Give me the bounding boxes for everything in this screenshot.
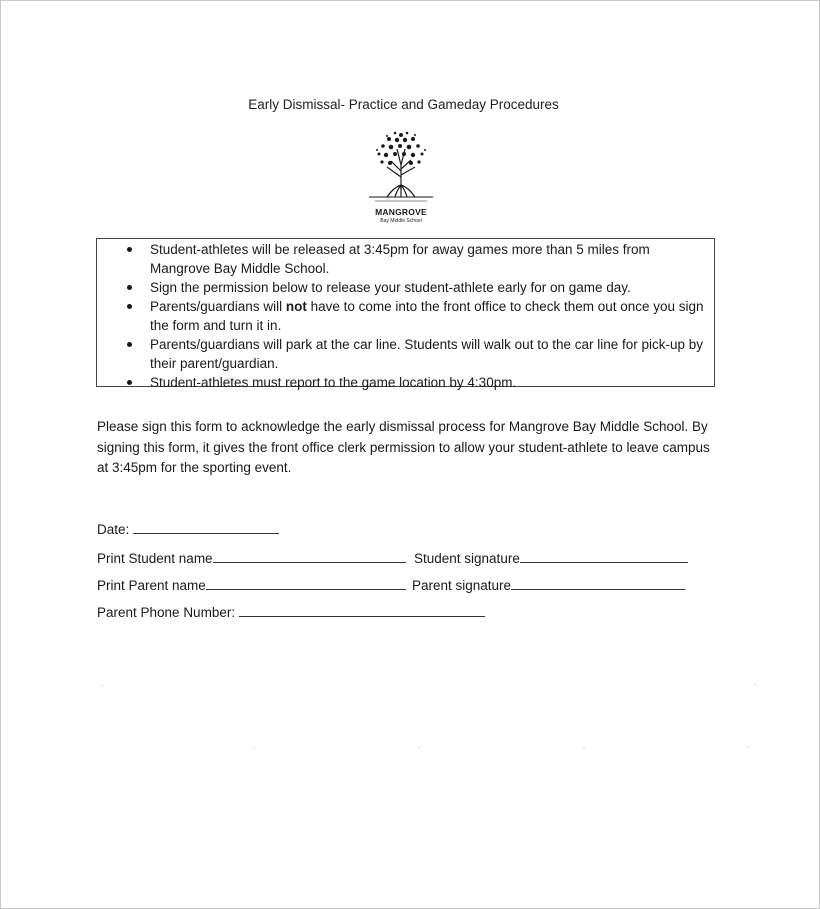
student-signature-line[interactable] [520,549,688,563]
bullet-icon [127,380,132,385]
student-name-line[interactable] [213,549,406,563]
date-field[interactable] [97,520,279,537]
list-item: Student-athletes must report to the game location by 4:30pm. [97,373,714,392]
bullet-icon [127,247,132,252]
list-item: Parents/guardians will not have to come into the front office to check them out once you sign the form and turn it in. [97,297,714,335]
parent-phone-line[interactable] [239,603,485,617]
parent-signature-label: Parent signature [412,578,512,593]
school-logo [367,127,435,227]
parent-phone-field[interactable] [97,603,485,620]
mangrove-tree-icon [367,127,435,207]
list-item: Student-athletes will be released at 3:45pm for away games more than 5 miles from Mangrove Bay Middle School. [97,240,714,278]
list-item: Parents/guardians will park at the car line. Students will walk out to the car line for pick-up by their parent/guardian. [97,335,714,373]
student-signature-field[interactable] [414,549,688,566]
parent-signature-field[interactable] [412,576,685,593]
logo-subtitle: Bay Middle School [380,218,422,224]
logo-name: MANGROVE [375,207,427,217]
scan-speck [747,747,749,748]
procedures-list [97,240,714,392]
scan-speck [101,685,103,686]
bullet-icon [127,304,132,309]
document-title: Early Dismissal- Practice and Gameday Procedures [248,97,559,112]
student-name-field[interactable] [97,549,406,566]
student-name-label: Print Student name [97,551,213,566]
scan-speck [754,684,756,685]
parent-name-field[interactable] [97,576,406,593]
bullet-icon [127,342,132,347]
parent-signature-line[interactable] [511,576,685,590]
scan-speck [418,747,420,748]
parent-name-line[interactable] [206,576,406,590]
parent-name-label: Print Parent name [97,578,206,593]
date-line[interactable] [133,520,279,534]
acknowledgement-paragraph: Please sign this form to acknowledge the early dismissal process for Mangrove Bay Middle School. By signing this form, it gives the front office clerk permission to allow your student-athlete to leave campus at 3:45pm for the sporting event. [97,419,710,475]
scan-speck [253,747,255,748]
procedures-box [96,238,715,390]
list-item: Sign the permission below to release your student-athlete early for on game day. [97,278,714,297]
scan-speck [583,747,585,748]
student-signature-label: Student signature [414,551,520,566]
bullet-icon [127,285,132,290]
parent-phone-label: Parent Phone Number: [97,605,236,620]
date-label: Date: [97,522,130,537]
